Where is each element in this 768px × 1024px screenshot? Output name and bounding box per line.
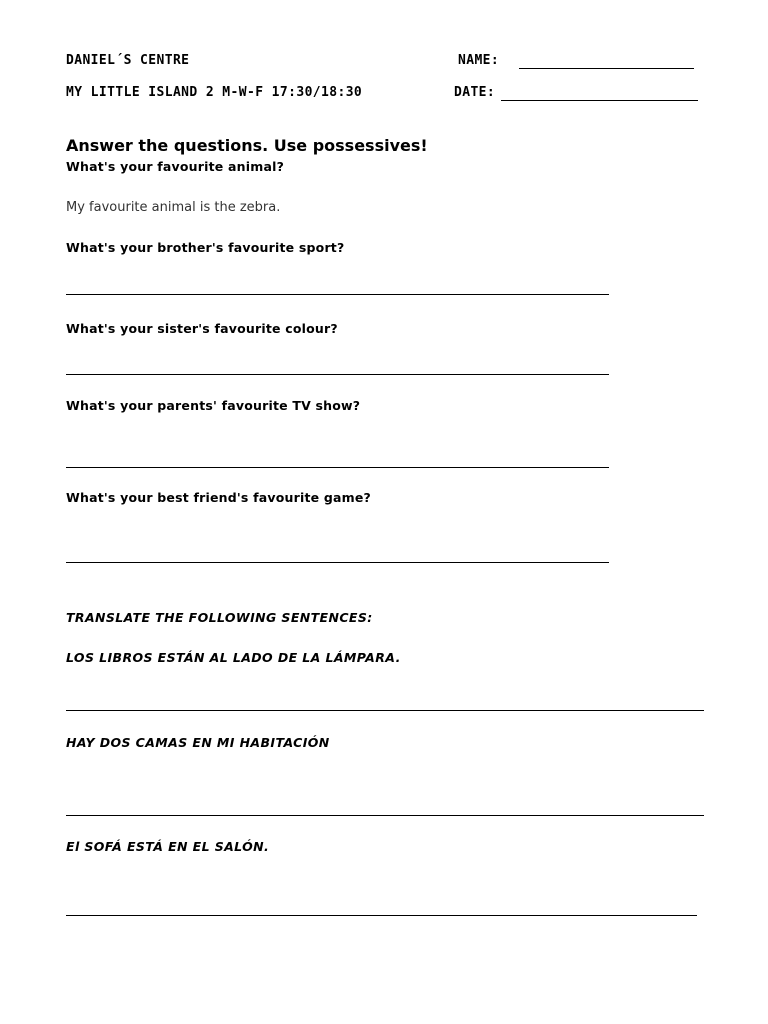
question-friend-game: What's your best friend's favourite game? bbox=[66, 490, 371, 505]
answer-line-2[interactable] bbox=[66, 374, 609, 375]
sentence-sofa-living-room: El SOFÁ ESTÁ EN EL SALÓN. bbox=[66, 839, 270, 854]
course-info: MY LITTLE ISLAND 2 M-W-F 17:30/18:30 bbox=[66, 85, 363, 100]
section2-title: TRANSLATE THE FOLLOWING SENTENCES: bbox=[66, 610, 373, 625]
question-parents-tv-show: What's your parents' favourite TV show? bbox=[66, 398, 361, 413]
date-label: DATE: bbox=[454, 85, 496, 100]
example-answer: My favourite animal is the zebra. bbox=[66, 200, 281, 215]
sentence-books-lamp: LOS LIBROS ESTÁN AL LADO DE LA LÁMPARA. bbox=[66, 650, 401, 665]
question-sister-colour: What's your sister's favourite colour? bbox=[66, 321, 338, 336]
answer-line-3[interactable] bbox=[66, 467, 609, 468]
translation-line-1[interactable] bbox=[66, 710, 704, 711]
answer-line-1[interactable] bbox=[66, 294, 609, 295]
name-label: NAME: bbox=[458, 53, 500, 68]
answer-line-4[interactable] bbox=[66, 562, 609, 563]
example-question: What's your favourite animal? bbox=[66, 159, 285, 174]
section1-title: Answer the questions. Use possessives! bbox=[66, 136, 428, 155]
translation-line-3[interactable] bbox=[66, 915, 697, 916]
sentence-two-beds: HAY DOS CAMAS EN MI HABITACIÓN bbox=[66, 735, 330, 750]
name-field[interactable] bbox=[519, 68, 694, 69]
date-field[interactable] bbox=[501, 100, 698, 101]
translation-line-2[interactable] bbox=[66, 815, 704, 816]
school-name: DANIEL´S CENTRE bbox=[66, 53, 190, 68]
question-brother-sport: What's your brother's favourite sport? bbox=[66, 240, 345, 255]
